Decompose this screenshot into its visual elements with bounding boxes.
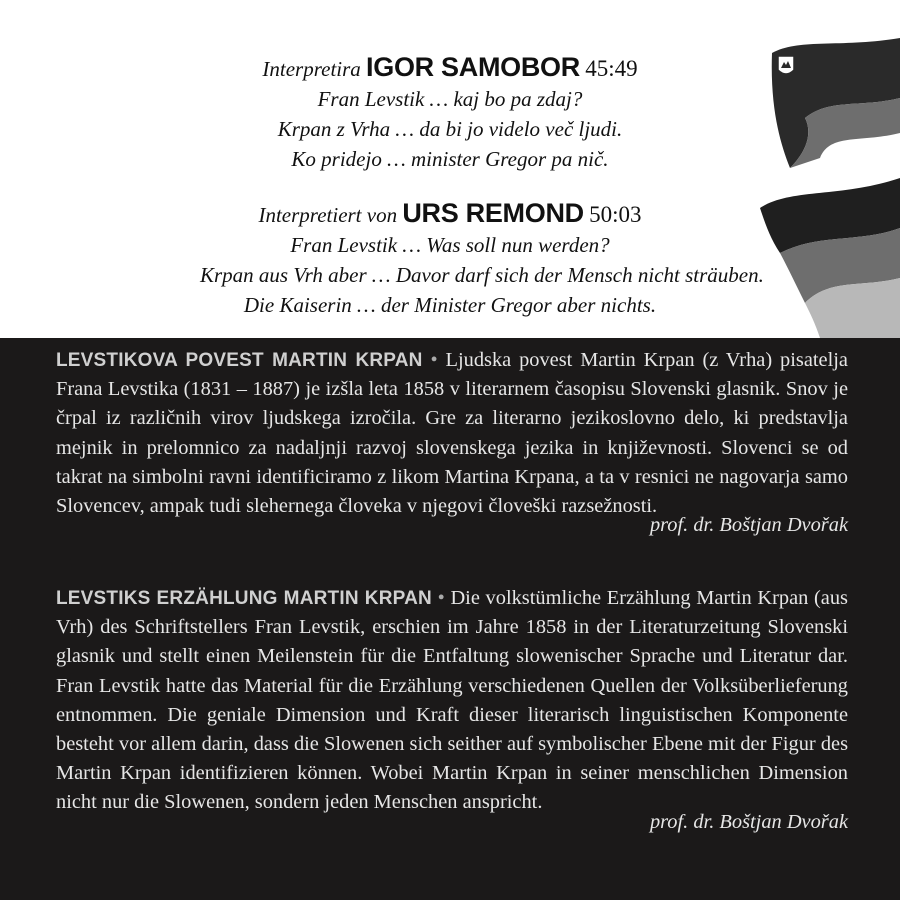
essay-body: Ljudska povest Martin Krpan (z Vrha) pisatelja Frana Levstika (1831 – 1887) je izšla leta 1858 v literarnem časopisu Slovenski glasnik. Snov je črpal iz različnih virov ljudskega izročila. Gre za literarno jezikoslovno delo, ki predstavlja mejnik in prelomnico za nadaljnji razvoj slovenskega jezika in književnosti. Slovenci se od takrat na simbolni ravni identificiramo z likom Martina Krpana, a ta v resnici ne nagovarja samo Slovencev, ampak tudi slehernega človeka v njegovi človeški razsežnosti. <box>56 349 848 518</box>
track-line: Ko pridejo … minister Gregor pa nič. <box>291 147 609 171</box>
performer-prefix: Interpretira <box>262 57 361 81</box>
bullet-separator: • <box>437 587 445 609</box>
essay-heading: LEVSTIKS ERZÄHLUNG MARTIN KRPAN <box>56 588 432 609</box>
credits-panel <box>0 0 900 338</box>
essay-author: prof. dr. Boštjan Dvořak <box>649 514 848 537</box>
track-duration: 50:03 <box>589 202 642 227</box>
track-line: Krpan aus Vrh aber … Davor darf sich der Mensch nicht sträuben. <box>200 263 764 287</box>
performer-prefix: Interpretiert von <box>258 203 398 227</box>
essay-slovenian <box>56 346 848 540</box>
credits-slovenian <box>200 52 700 174</box>
track-duration: 45:49 <box>585 56 638 81</box>
essay-body: Die volkstümliche Erzählung Martin Krpan (aus Vrh) des Schriftstellers Fran Levstik, erschien im Jahre 1858 in der Literaturzeitung Slovenski glasnik und stellt einen Meilenstein für die Entfaltung slowenischer Sprache und Literatur dar. Fran Levstik hatte das Material für die Erzählung verschiedenen Quellen der Volksüberlieferung entnommen. Die geniale Dimension und Kraft dieser literarisch linguistischen Komponente besteht vor allem darin, dass die Slowenen sich seither auf symbolischer Ebene mit der Figur des Martin Krpan identifizieren können. Wobei Martin Krpan in seiner menschlichen Dimension nicht nur die Slowenen, sondern jeden Menschen anspricht. <box>56 587 848 814</box>
essay-author: prof. dr. Boštjan Dvořak <box>649 810 848 833</box>
bullet-separator: • <box>430 349 438 371</box>
performer-name: URS REMOND <box>402 198 584 228</box>
track-line: Fran Levstik … kaj bo pa zdaj? <box>317 87 583 111</box>
track-line: Die Kaiserin … der Minister Gregor aber nichts. <box>243 293 657 317</box>
essay-german <box>56 584 848 837</box>
track-line: Fran Levstik … Was soll nun werden? <box>290 233 610 257</box>
performer-line <box>200 198 700 230</box>
slovenian-flag-icon <box>760 38 900 338</box>
credits-german <box>200 198 764 320</box>
performer-line <box>200 52 700 84</box>
performer-name: IGOR SAMOBOR <box>366 52 580 82</box>
essay-heading: LEVSTIKOVA POVEST MARTIN KRPAN <box>56 350 423 371</box>
track-line: Krpan z Vrha … da bi jo videlo več ljudi. <box>277 117 623 141</box>
